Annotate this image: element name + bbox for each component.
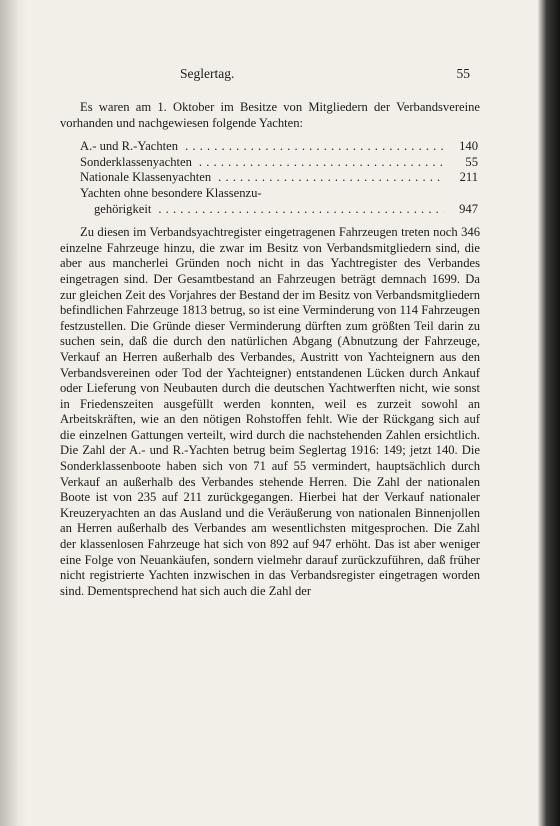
yacht-label-line2: gehörigkeit — [94, 202, 154, 216]
list-item — [80, 170, 478, 186]
list-item — [80, 155, 478, 171]
yacht-count: 947 — [444, 202, 478, 218]
body-paragraph: Zu diesen im Verbandsyachtregister eingetragenen Fahrzeugen treten noch 346 einzelne Fahrzeuge hinzu, die zwar im Besitz von Verbandsmitgliedern sind, die aber aus mancherlei Gründen noch nicht in das Yachtregister des Verbandes eingetragen sind. Der Gesamtbestand an Fahrzeugen beträgt demnach 1699. Da zur gleichen Zeit des Vorjahres der Bestand der im Besitz von Verbandsmitgliedern befindlichen Fahrzeuge 1813 betrug, so ist eine Verminderung von 114 Fahrzeugen festzustellen. Die Gründe dieser Verminderung dürften zum größten Teil darin zu suchen sein, daß die durch den natürlichen Abgang (Abnutzung der Fahrzeuge, Verkauf an Herren außerhalb des Verbandes, Austritt von Yachteignern aus den Verbandsvereinen oder Tod der Yachteigner) entstandenen Lücken durch Ankauf oder Lieferung von Neubauten durch die deutschen Yachtwerften nicht, wie sonst in Friedenszeiten ausgefüllt werden konnten, weil es zurzeit sowohl an Arbeitskräften, wie an den nötigen Rohstoffen fehlt. Wie der Rückgang sich auf die einzelnen Gattungen verteilt, wird durch die nachstehenden Zahlen ersichtlich. Die Zahl der A.- und R.-Yachten betrug beim Seglertag 1916: 149; jetzt 140. Die Sonderklassenboote haben sich von 71 auf 55 vermindert, hauptsächlich durch Verkauf an außerhalb des Verbandes stehende Herren. Die Zahl der nationalen Boote ist von 235 auf 211 zurückgegangen. Hierbei hat der Verkauf nationaler Kreuzeryachten an das Ausland und die Veräußerung von nationalen Binnenjollen an Herren außerhalb des Verbandes am wesentlichsten mitgesprochen. Die Zahl der klassenlosen Fahrzeuge hat sich von 892 auf 947 erhöht. Das ist aber weniger eine Folge von Neuankäufen, sondern vielmehr darauf zurückzuführen, daß früher nicht registrierte Yachten inzwischen in das Verbandsregister eingetragen worden sind. Dementsprechend hat sich auch die Zahl der — [60, 225, 480, 598]
page-gutter-shadow — [0, 0, 26, 826]
yacht-count: 211 — [444, 170, 478, 186]
yacht-count: 55 — [444, 155, 478, 171]
page-content — [60, 66, 480, 599]
running-header — [60, 66, 480, 86]
yacht-label: Nationale Klassenyachten — [80, 170, 214, 184]
list-item — [80, 186, 478, 217]
intro-paragraph: Es waren am 1. Oktober im Besitze von Mitgliedern der Verbandsvereine vorhanden und nachgewiesen folgende Yachten: — [60, 100, 480, 130]
list-item — [80, 139, 478, 155]
page-number: 55 — [456, 66, 470, 81]
yacht-count: 140 — [444, 139, 478, 155]
page-edge — [538, 0, 560, 826]
yacht-label: A.- und R.-Yachten — [80, 139, 181, 153]
yacht-label-line1: Yachten ohne besondere Klassenzu- — [80, 185, 262, 200]
yacht-label: Sonderklassenyachten — [80, 155, 195, 169]
yacht-list — [80, 139, 478, 217]
running-title: Seglertag. — [180, 66, 235, 81]
